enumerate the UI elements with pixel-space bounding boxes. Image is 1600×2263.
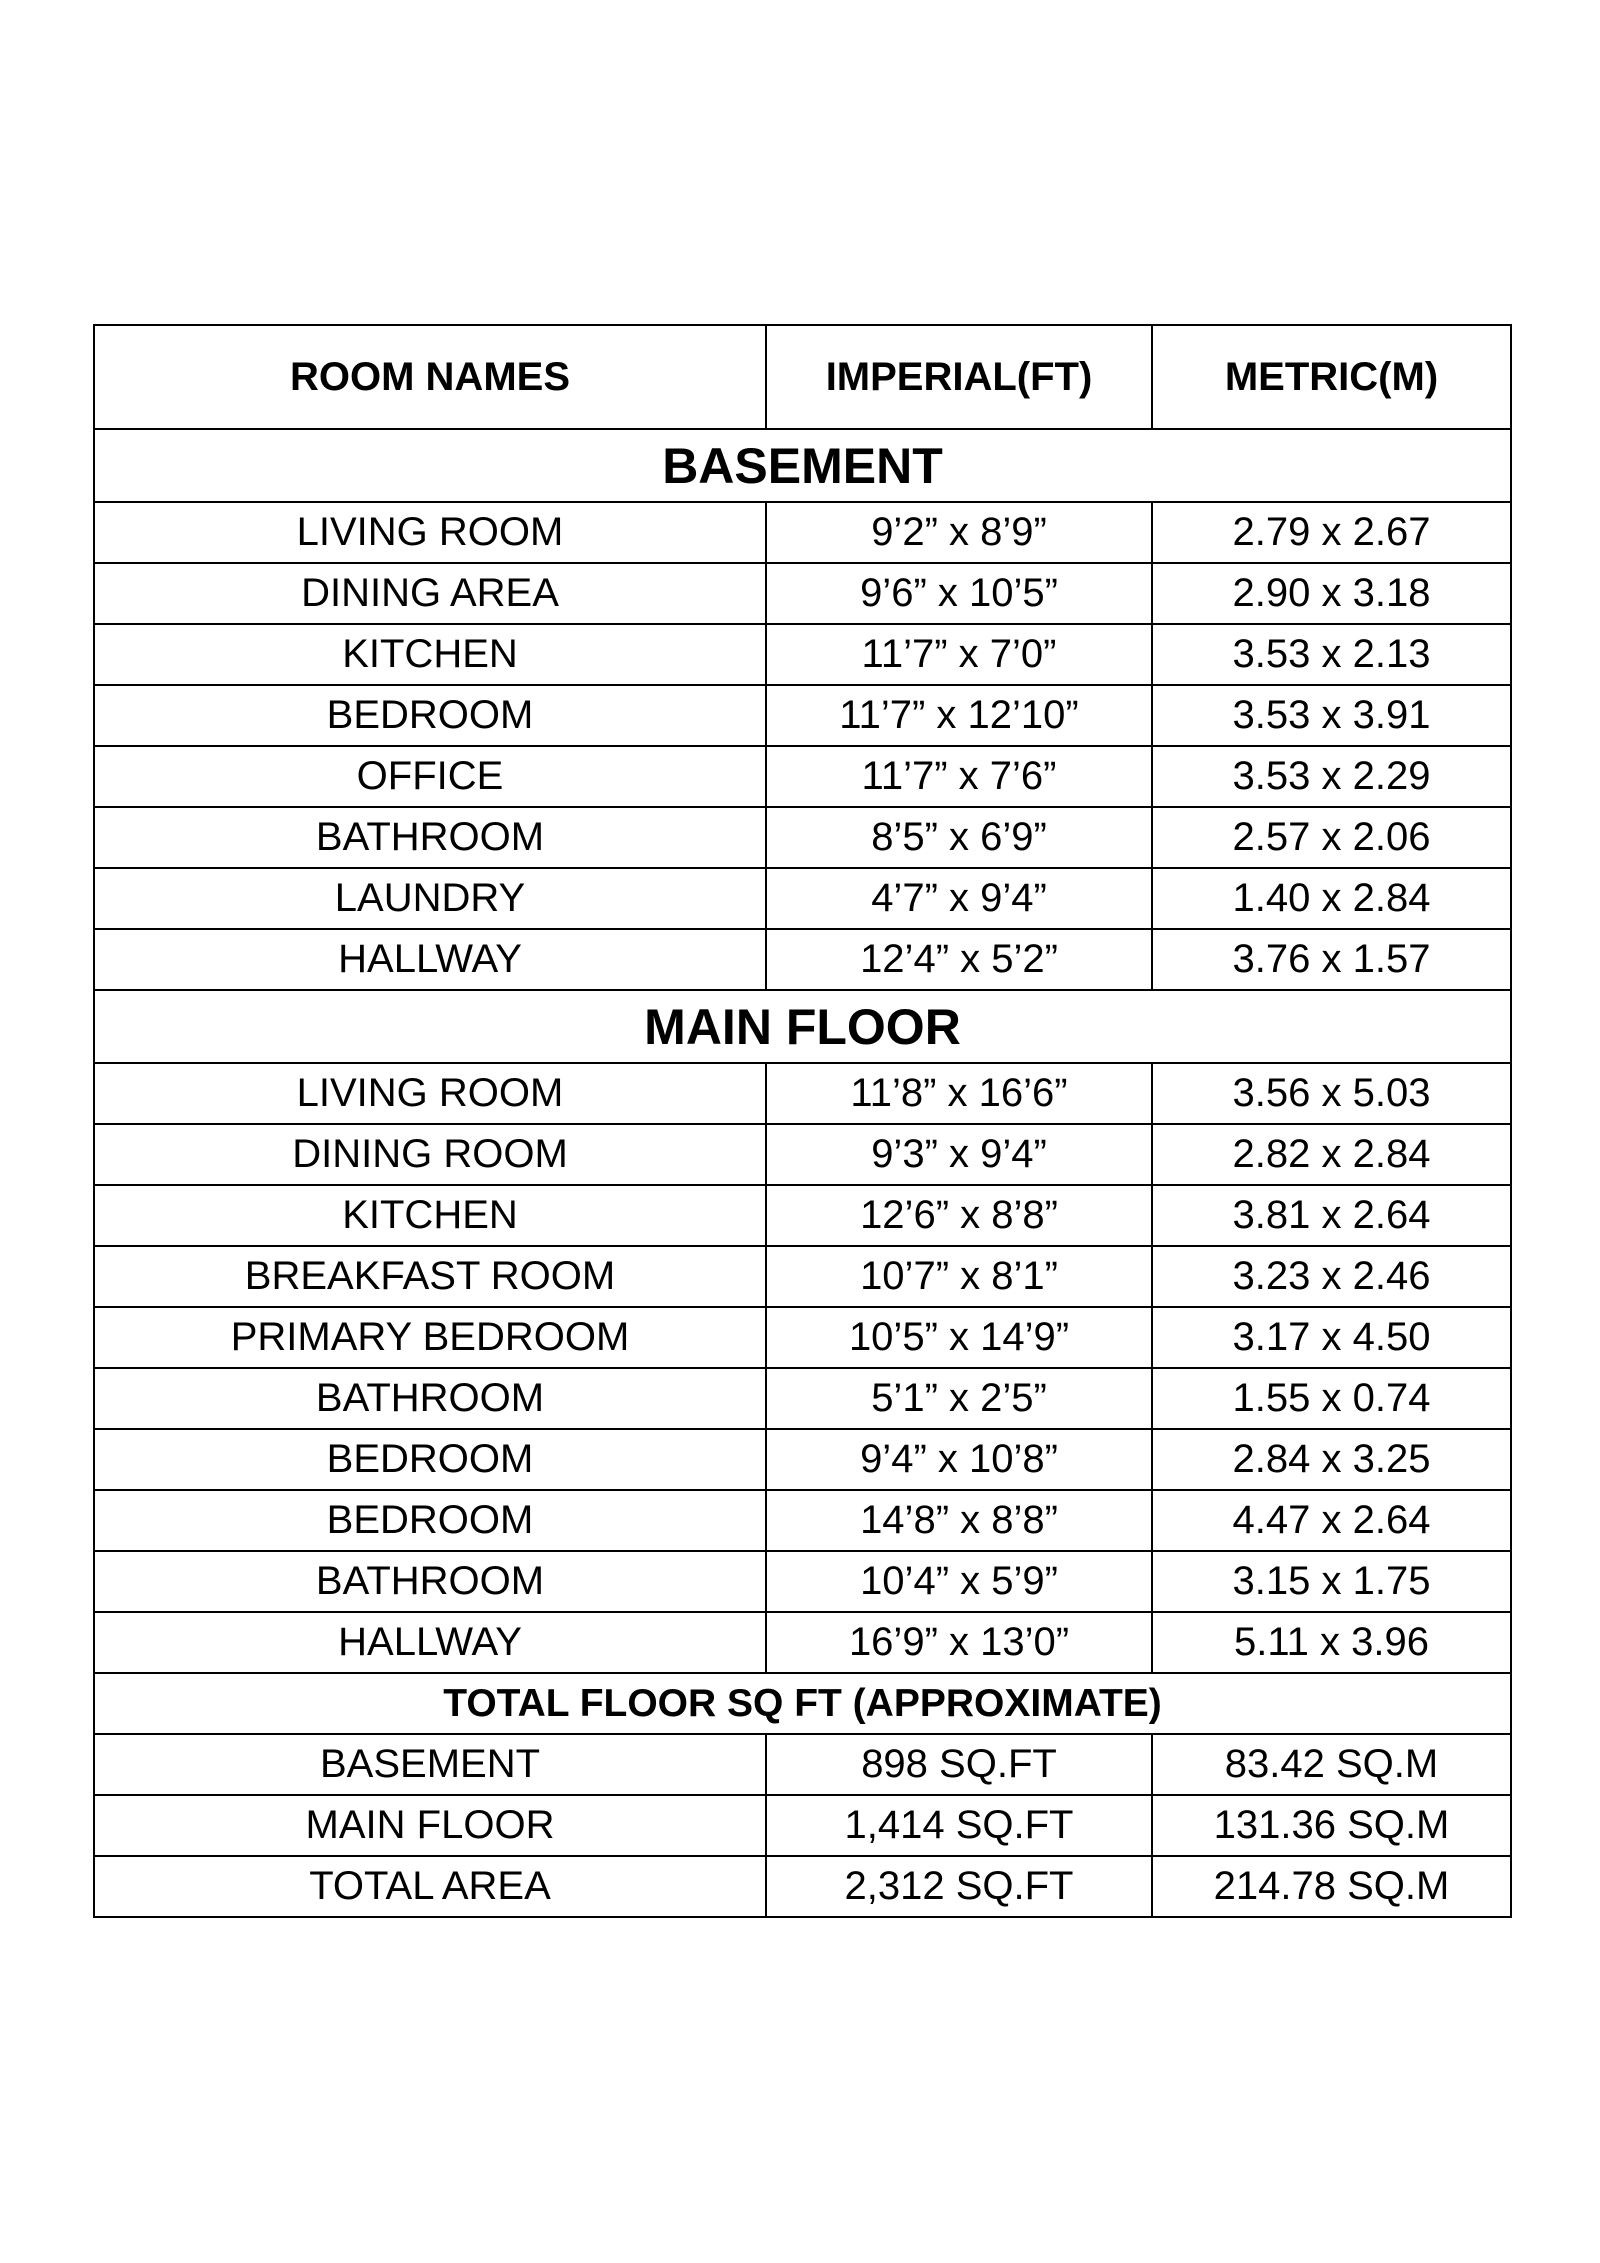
total-area-row (94, 1795, 1511, 1856)
section-title: BASEMENT (94, 429, 1511, 502)
header-metric: METRIC(M) (1152, 325, 1511, 429)
metric-cell: 3.53 x 2.13 (1152, 624, 1511, 685)
room-name-cell: LAUNDRY (94, 868, 766, 929)
total-area-row (94, 1856, 1511, 1917)
table-row (94, 1551, 1511, 1612)
metric-cell: 1.55 x 0.74 (1152, 1368, 1511, 1429)
imperial-cell: 2,312 SQ.FT (766, 1856, 1152, 1917)
imperial-cell: 11’7” x 7’6” (766, 746, 1152, 807)
table-row (94, 1063, 1511, 1124)
imperial-cell: 8’5” x 6’9” (766, 807, 1152, 868)
table-row (94, 1368, 1511, 1429)
table-row (94, 624, 1511, 685)
metric-cell: 3.81 x 2.64 (1152, 1185, 1511, 1246)
imperial-cell: 10’7” x 8’1” (766, 1246, 1152, 1307)
room-name-cell: BEDROOM (94, 685, 766, 746)
room-name-cell: BREAKFAST ROOM (94, 1246, 766, 1307)
metric-cell: 2.84 x 3.25 (1152, 1429, 1511, 1490)
table-row (94, 1246, 1511, 1307)
header-imperial: IMPERIAL(FT) (766, 325, 1152, 429)
imperial-cell: 10’4” x 5’9” (766, 1551, 1152, 1612)
metric-cell: 214.78 SQ.M (1152, 1856, 1511, 1917)
metric-cell: 3.15 x 1.75 (1152, 1551, 1511, 1612)
metric-cell: 4.47 x 2.64 (1152, 1490, 1511, 1551)
room-name-cell: BATHROOM (94, 1368, 766, 1429)
metric-cell: 3.53 x 3.91 (1152, 685, 1511, 746)
imperial-cell: 11’7” x 12’10” (766, 685, 1152, 746)
section-heading-row (94, 429, 1511, 502)
metric-cell: 3.56 x 5.03 (1152, 1063, 1511, 1124)
table-row (94, 563, 1511, 624)
table-row (94, 1612, 1511, 1673)
room-name-cell: DINING ROOM (94, 1124, 766, 1185)
room-name-cell: BATHROOM (94, 1551, 766, 1612)
room-name-cell: BATHROOM (94, 807, 766, 868)
room-dimensions-table (93, 324, 1512, 1918)
metric-cell: 3.17 x 4.50 (1152, 1307, 1511, 1368)
metric-cell: 131.36 SQ.M (1152, 1795, 1511, 1856)
metric-cell: 1.40 x 2.84 (1152, 868, 1511, 929)
totals-heading-row (94, 1673, 1511, 1734)
room-name-cell: KITCHEN (94, 1185, 766, 1246)
table-row (94, 807, 1511, 868)
table-row (94, 1307, 1511, 1368)
room-name-cell: BEDROOM (94, 1429, 766, 1490)
header-row (94, 325, 1511, 429)
table-row (94, 746, 1511, 807)
room-name-cell: BEDROOM (94, 1490, 766, 1551)
room-name-cell: HALLWAY (94, 1612, 766, 1673)
imperial-cell: 11’8” x 16’6” (766, 1063, 1152, 1124)
imperial-cell: 898 SQ.FT (766, 1734, 1152, 1795)
metric-cell: 83.42 SQ.M (1152, 1734, 1511, 1795)
metric-cell: 3.76 x 1.57 (1152, 929, 1511, 990)
section-heading-row (94, 990, 1511, 1063)
imperial-cell: 9’3” x 9’4” (766, 1124, 1152, 1185)
table-row (94, 1185, 1511, 1246)
imperial-cell: 1,414 SQ.FT (766, 1795, 1152, 1856)
table-body (94, 429, 1511, 1917)
room-name-cell: PRIMARY BEDROOM (94, 1307, 766, 1368)
metric-cell: 2.57 x 2.06 (1152, 807, 1511, 868)
totals-title: TOTAL FLOOR SQ FT (APPROXIMATE) (94, 1673, 1511, 1734)
room-name-cell: LIVING ROOM (94, 502, 766, 563)
imperial-cell: 5’1” x 2’5” (766, 1368, 1152, 1429)
imperial-cell: 9’2” x 8’9” (766, 502, 1152, 563)
metric-cell: 3.53 x 2.29 (1152, 746, 1511, 807)
header-room-names: ROOM NAMES (94, 325, 766, 429)
room-name-cell: MAIN FLOOR (94, 1795, 766, 1856)
metric-cell: 3.23 x 2.46 (1152, 1246, 1511, 1307)
imperial-cell: 16’9” x 13’0” (766, 1612, 1152, 1673)
imperial-cell: 14’8” x 8’8” (766, 1490, 1152, 1551)
room-name-cell: KITCHEN (94, 624, 766, 685)
table-row (94, 929, 1511, 990)
section-title: MAIN FLOOR (94, 990, 1511, 1063)
room-name-cell: HALLWAY (94, 929, 766, 990)
room-name-cell: LIVING ROOM (94, 1063, 766, 1124)
metric-cell: 2.90 x 3.18 (1152, 563, 1511, 624)
imperial-cell: 12’6” x 8’8” (766, 1185, 1152, 1246)
table-row (94, 868, 1511, 929)
metric-cell: 2.79 x 2.67 (1152, 502, 1511, 563)
room-name-cell: OFFICE (94, 746, 766, 807)
imperial-cell: 9’6” x 10’5” (766, 563, 1152, 624)
metric-cell: 2.82 x 2.84 (1152, 1124, 1511, 1185)
imperial-cell: 12’4” x 5’2” (766, 929, 1152, 990)
table-row (94, 685, 1511, 746)
room-name-cell: DINING AREA (94, 563, 766, 624)
imperial-cell: 4’7” x 9’4” (766, 868, 1152, 929)
room-name-cell: TOTAL AREA (94, 1856, 766, 1917)
imperial-cell: 10’5” x 14’9” (766, 1307, 1152, 1368)
total-area-row (94, 1734, 1511, 1795)
table-row (94, 1124, 1511, 1185)
imperial-cell: 9’4” x 10’8” (766, 1429, 1152, 1490)
metric-cell: 5.11 x 3.96 (1152, 1612, 1511, 1673)
imperial-cell: 11’7” x 7’0” (766, 624, 1152, 685)
room-name-cell: BASEMENT (94, 1734, 766, 1795)
table-row (94, 502, 1511, 563)
table-row (94, 1429, 1511, 1490)
table-row (94, 1490, 1511, 1551)
